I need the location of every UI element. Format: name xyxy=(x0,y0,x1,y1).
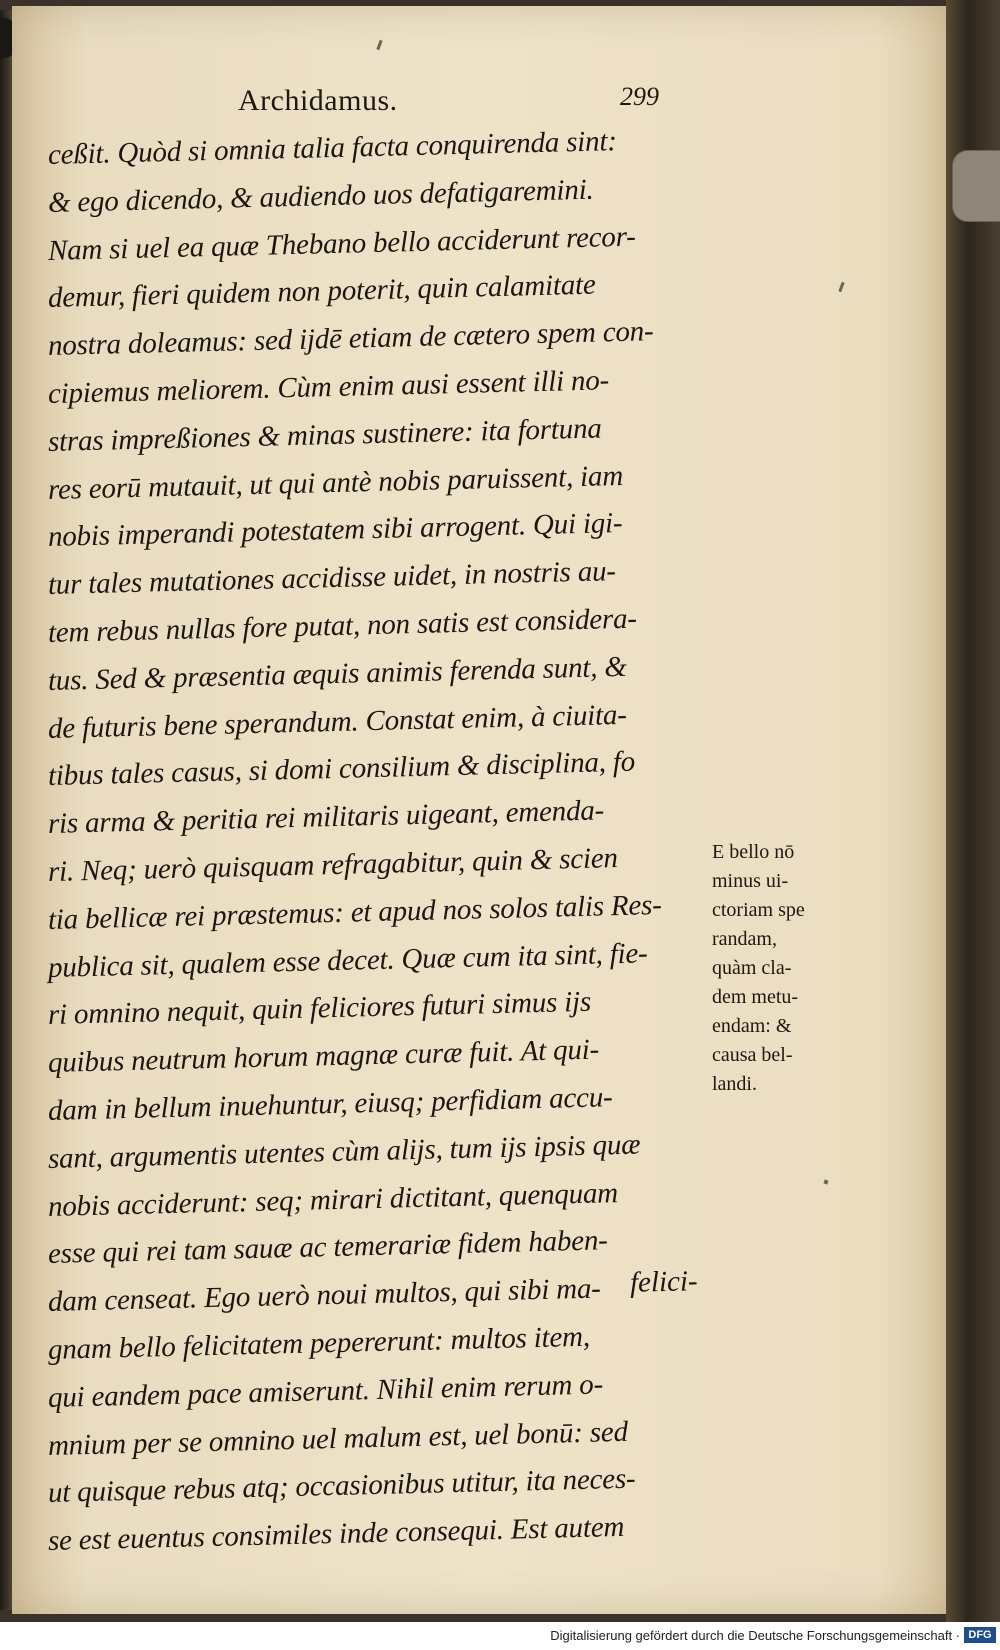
text-line: qui eandem pace amiserunt. Nihil enim rerum o- xyxy=(47,1368,604,1414)
page-number: 299 xyxy=(620,82,659,111)
text-line: stras impreßiones & minas sustinere: ita fortuna xyxy=(47,412,602,458)
text-line: quibus neutrum horum magnæ curæ fuit. At qui- xyxy=(47,1033,600,1080)
text-line: publica sit, qualem esse decet. Quæ cum ita sint, fie- xyxy=(47,936,648,984)
text-line: tus. Sed & præsentia æquis animis ferenda sunt, & xyxy=(47,650,628,697)
text-line: tibus tales casus, si domi consilium & disciplina, fo xyxy=(47,746,636,793)
text-line: ceßit. Quòd si omnia talia facta conquirenda sint: xyxy=(47,125,618,171)
marginal-line: dem metu- xyxy=(712,986,799,1008)
text-line: sant, argumentis utentes cùm alijs, tum ijs ipsis quæ xyxy=(47,1128,641,1175)
text-line: ut quisque rebus atq; occasionibus utitur, ita neces- xyxy=(47,1462,636,1510)
text-line: dam censeat. Ego uerò noui multos, qui sibi ma- xyxy=(47,1272,602,1319)
running-head: Archidamus. xyxy=(238,84,398,117)
text-line: nobis imperandi potestatem sibi arrogent. Qui igi- xyxy=(47,507,623,554)
text-line: esse qui rei tam sauæ ac temerariæ fidem haben- xyxy=(47,1224,608,1271)
text-line: tur tales mutationes accidisse uidet, in nostris au- xyxy=(47,555,617,602)
text-line: nostra doleamus: sed ijdē etiam de cætero spem con- xyxy=(47,315,654,363)
text-line: de futuris bene sperandum. Constat enim, à ciuita- xyxy=(47,698,628,745)
marginal-line: causa bel- xyxy=(712,1044,793,1066)
text-line: gnam bello felicitatem pepererunt: multos item, xyxy=(47,1320,591,1366)
text-line: res eorū mutauit, ut qui antè nobis paruissent, iam xyxy=(47,459,624,506)
text-line: ri. Neq; uerò quisquam refragabitur, quin & scien xyxy=(47,842,619,888)
page-edge xyxy=(946,0,1000,1622)
marginal-line: quàm cla- xyxy=(712,957,792,979)
marginal-line: endam: & xyxy=(712,1015,792,1037)
marginal-line: E bello nō xyxy=(712,841,795,863)
marginal-line: landi. xyxy=(712,1073,757,1095)
marginal-line: ctoriam spe xyxy=(712,899,805,921)
text-line: & ego dicendo, & audiendo uos defatigaremini. xyxy=(47,173,594,219)
text-line: tem rebus nullas fore putat, non satis est considera- xyxy=(47,602,638,649)
marginal-line: minus ui- xyxy=(712,870,789,892)
dfg-logo: DFG xyxy=(964,1627,996,1643)
text-line: ris arma & peritia rei militaris uigeant, emenda- xyxy=(47,794,605,841)
text-line: demur, fieri quidem non poterit, quin calamitate xyxy=(47,269,597,315)
text-line: Nam si uel ea quæ Thebano bello acciderunt recor- xyxy=(47,220,636,267)
marginal-note xyxy=(712,838,862,1099)
marginal-line: randam, xyxy=(712,928,777,950)
catchword: felici- xyxy=(629,1265,699,1299)
text-line: dam in bellum inuehuntur, eiusq; perfidiam accu- xyxy=(47,1081,613,1127)
text-line: mnium per se omnino uel malum est, uel bonū: sed xyxy=(47,1415,629,1462)
text-line: tia bellicæ rei præstemus: et apud nos solos talis Res- xyxy=(47,888,663,936)
text-line: nobis acciderunt: seq; mirari dictitant, quenquam xyxy=(47,1176,619,1223)
text-line: cipiemus meliorem. Cùm enim ausi essent illi no- xyxy=(47,364,610,410)
text-line: se est euentus consimiles inde consequi. Est autem xyxy=(47,1511,625,1558)
right-clasp xyxy=(952,150,1000,222)
body-text xyxy=(47,125,688,1566)
footer-bar xyxy=(0,1622,1000,1650)
footer-credit: Digitalisierung gefördert durch die Deutsche Forschungsgemeinschaft · xyxy=(550,1628,960,1643)
text-line: ri omnino nequit, quin feliciores futuri simus ijs xyxy=(47,986,592,1032)
